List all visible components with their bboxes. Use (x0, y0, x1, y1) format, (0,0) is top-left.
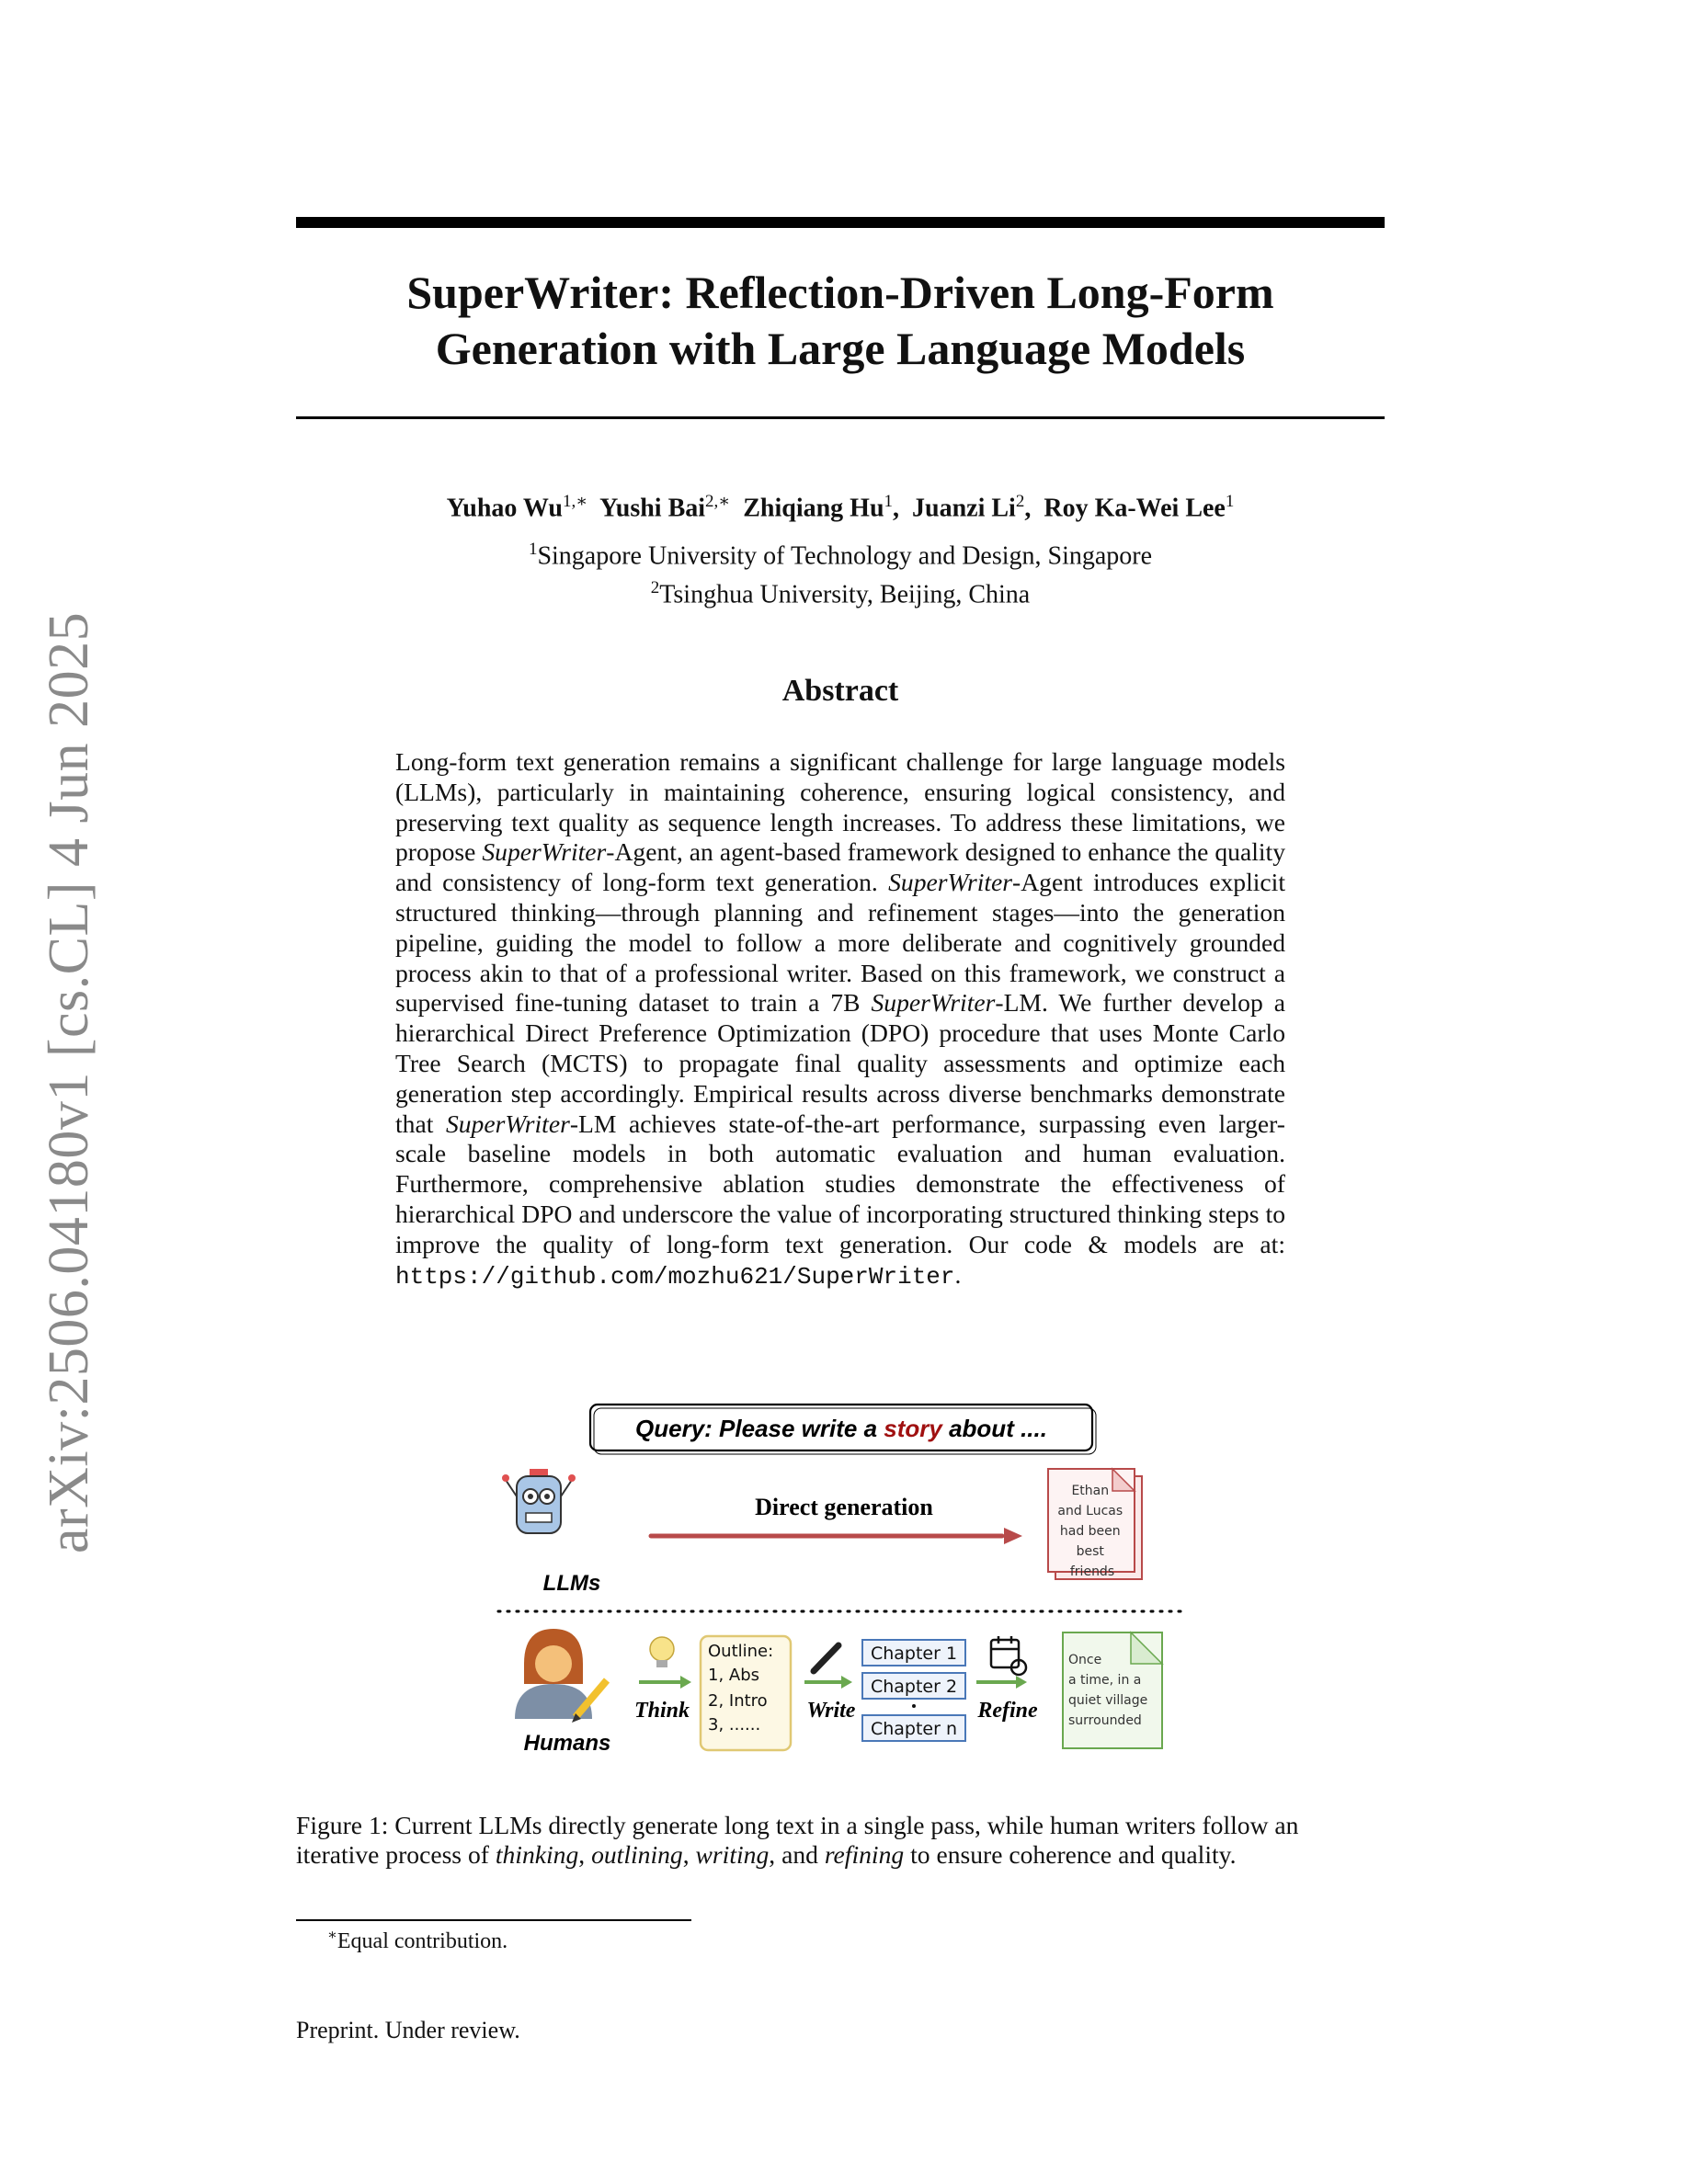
preprint-note: Preprint. Under review. (296, 2017, 520, 2043)
llm-output-document-icon (1048, 1469, 1142, 1579)
author-mark: 2,∗ (705, 492, 731, 511)
robot-icon (502, 1469, 576, 1533)
write-label: Write (806, 1699, 856, 1723)
title-top-rule (296, 217, 1385, 228)
human-writer-icon (515, 1629, 607, 1723)
affiliations (296, 533, 1385, 611)
title-bottom-rule (296, 416, 1385, 419)
abstract-body: Long-form text generation remains a significant challenge for large language models (LLMs), particularly in maintaining coherence, ensuring logical consistency, and preserving text quality as sequence length increases. To address these limitations, we propose SuperWriter-Agent, an agent-based framework designed to enhance the quality and consistency of long-form text generation. SuperWriter-Agent introduces explicit structured thinking—through planning and refinement stages—into the generation pipeline, guiding the model to follow a more deliberate and cognitively grounded process akin to that of a professional writer. Based on this framework, we construct a supervised fine-tuning dataset to train a 7B SuperWriter-LM. We further develop a hierarchical Direct Preference Optimization (DPO) procedure that uses Monte Carlo Tree Search (MCTS) to propagate final quality assessments and optimize each generation step accordingly. Empirical results across diverse benchmarks demonstrate that SuperWriter-LM achieves state-of-the-art performance, surpassing even larger-scale baseline models in both automatic evaluation and human evaluation. Furthermore, comprehensive ablation studies demonstrate the effectiveness of hierarchical DPO and underscore the value of incorporating structured thinking steps to improve the quality of long-form text generation. Our code & models are at: https://github.com/mozhu621/SuperWriter. (395, 747, 1285, 1291)
lightbulb-icon (650, 1637, 674, 1667)
svg-text:Outline: 1, Abs 2,: Outline: 1, Abs 2, Intro 3, ...... (708, 1642, 774, 1735)
humans-label: Humans (523, 1731, 611, 1756)
figure-1 (487, 1388, 1204, 1774)
footnote: ∗Equal contribution. (327, 1928, 508, 1953)
author: Juanzi Li (912, 494, 1016, 523)
title-line-2: Generation with Large Language Models (435, 323, 1246, 374)
author-list: Yuhao $Wu^{1,∗}$ Yushi Bai$^{2,∗}$ Zhiqiang Hu$^1$, Juanzi Li$^2$, Roy Ka-Wei Lee$^1$ (446, 492, 1235, 523)
superwriter-term: SuperWriter (888, 868, 1013, 897)
author: Roy Ka-Wei Lee (1044, 494, 1226, 523)
footnote-rule (296, 1919, 691, 1921)
chapter-boxes (862, 1640, 965, 1741)
author-mark: 1,∗ (562, 492, 588, 511)
paper-title (296, 265, 1385, 377)
affiliation-1: $^1$Singapore University of Technology and Design, Singapore (528, 540, 1153, 571)
author: Yuhao Wu (446, 494, 563, 523)
human-output-document-icon (1063, 1632, 1162, 1748)
chapter-2: Chapter 2 (870, 1677, 958, 1697)
author-mark: 1 (1225, 492, 1235, 511)
think-arrow (639, 1676, 691, 1689)
svg-text:Query: Please write a story ab: Query: Please write a story about .... (635, 1415, 1047, 1442)
affiliation-2: $^2$Tsinghua University, Beijing, China (650, 578, 1031, 609)
chapter-n: Chapter n (870, 1719, 958, 1739)
code-url-link[interactable]: https://github.com/mozhu621/SuperWriter (395, 1262, 955, 1291)
write-arrow (804, 1676, 852, 1689)
pen-icon (814, 1645, 838, 1671)
refine-label: Refine (977, 1699, 1038, 1723)
author-mark: 2 (1015, 492, 1025, 511)
refine-arrow (976, 1676, 1027, 1689)
arxiv-side-label: arXiv:2506.04180v1 [cs.CL] 4 Jun 2025 (38, 611, 100, 1553)
author: Yushi Bai (599, 494, 706, 523)
superwriter-term: SuperWriter (482, 837, 607, 867)
abstract-heading: Abstract (781, 674, 899, 708)
direct-generation-label: Direct generation (755, 1494, 933, 1520)
svg-text:Ethan and Lucas ha: Ethan and Lucas had been best friends (1057, 1484, 1123, 1579)
superwriter-term: SuperWriter (445, 1109, 570, 1138)
think-label: Think (633, 1699, 690, 1723)
outline-note (701, 1636, 791, 1750)
superwriter-term: SuperWriter (871, 988, 996, 1018)
figure-caption: Figure 1: Current LLMs directly generate long text in a single pass, while human writers follow an iterative process of thinking, outlining, writing, and refining to ensure coherence and quality. (296, 1811, 1299, 1869)
chapter-1: Chapter 1 (870, 1644, 958, 1664)
title-line-1: SuperWriter: Reflection-Driven Long-Form (406, 267, 1274, 318)
author-mark: 1 (884, 492, 894, 511)
direct-generation-arrow (651, 1528, 1022, 1544)
query-box (590, 1405, 1096, 1454)
svg-text:Once a time, in a: Once a time, in a quiet village surrounded (1068, 1653, 1148, 1728)
author: Zhiqiang Hu (743, 494, 884, 523)
llms-label: LLMs (542, 1571, 601, 1596)
calendar-refresh-icon (991, 1636, 1026, 1675)
